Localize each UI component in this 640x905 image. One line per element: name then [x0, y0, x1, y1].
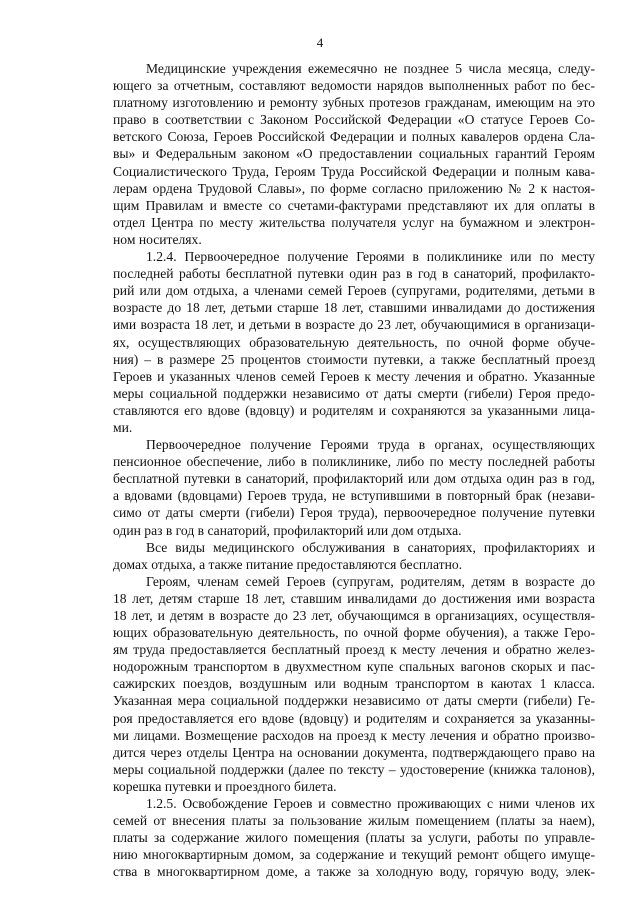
text-line: ветского Союза, Героев Российской Федерации и полных кавалеров ордена Сла- [113, 129, 595, 145]
paragraph [113, 248, 595, 436]
text-line: лерам ордена Трудовой Славы», по форме согласно приложению № 2 к настоя- [113, 180, 595, 196]
text-line: Первоочередное получение Героями труда в органах, осуществляющих [146, 437, 595, 453]
text-line: семей от внесения платы за пользование жилым помещением (платы за наем), [113, 813, 595, 829]
text-line: ющего за отчетным, составляют ведомости нарядов выполненных работ по бес- [113, 78, 595, 94]
text-line: пенсионное обеспечение, либо в поликлинике, либо по месту последней работы [113, 454, 595, 470]
text-line: меры социальной поддержки независимо от даты смерти (гибели) Героя предо- [113, 385, 595, 401]
text-line: вы» и Федеральным законом «О предоставлении социальных гарантий Героям [113, 146, 595, 162]
text-line: ном носителях. [113, 231, 202, 247]
text-line: ими возраста 18 лет, и детьми в возрасте до 23 лет, обучающимися в организаци- [113, 317, 595, 333]
text-line: Героев и указанных членов семей Героев к месту лечения и обратно. Указанные [113, 368, 595, 384]
text-line: щим Правилам и вместе со счетами-фактурами представляют их для оплаты в [113, 197, 595, 213]
text-line: ставляются его вдове (вдовцу) и родителям и сохраняются за указанными лица- [113, 402, 595, 418]
text-line: корешка путевки и проездного билета. [113, 778, 337, 794]
text-line: меры социальной поддержки (далее по тексту – удостоверение (книжка талонов), [113, 761, 595, 777]
text-line: 18 лет, детям старше 18 лет, ставшим инвалидами до достижения ими возраста [113, 590, 595, 606]
text-line: право в соответствии с Законом Российской Федерации «О статусе Героев Со- [113, 112, 595, 128]
text-line: 18 лет, и детям в возрасте до 23 лет, обучающимся в организациях, осуществля- [113, 608, 595, 623]
text-line: нодорожным транспортом в двухместном купе спальных вагонов скорых и пас- [113, 659, 595, 675]
text-line: ния) – в размере 25 процентов стоимости путевки, а также бесплатный проезд [113, 351, 595, 367]
text-line: ям труда предоставляется бесплатный проезд к месту лечения и обратно желез- [113, 642, 595, 658]
paragraph [113, 573, 595, 795]
paragraph [113, 795, 595, 880]
text-line: последней работы бесплатной путевки один раз в год в санаторий, профилакто- [113, 266, 595, 282]
text-line: один раз в год в санаторий, профилакторий или дом отдыха. [113, 522, 462, 538]
text-line: возрасте до 18 лет, детьми старше 18 лет, ставшими инвалидами до достижения [113, 300, 595, 316]
text-line: Социалистического Труда, Героям Труда Российской Федерации и полным кава- [113, 163, 595, 179]
text-line: 1.2.5. Освобождение Героев и совместно проживающих с ними членов их [146, 796, 595, 812]
text-line: Указанная мера социальной поддержки независимо от даты смерти (гибели) Ге- [113, 693, 595, 709]
text-line: отдел Центра по месту жительства получателя услуг на бумажном и электрон- [113, 214, 595, 230]
text-line: нию многоквартирным домом, за содержание и текущий ремонт общего имуще- [113, 847, 595, 863]
text-line: рий или дом отдыха, а членами семей Героев (супругами, родителями, детьми в [113, 283, 595, 299]
text-line: 1.2.4. Первоочередное получение Героями в поликлинике или по месту [146, 249, 595, 265]
text-line: дится через отделы Центра на основании документа, подтверждающего право на [113, 744, 595, 760]
text-line: бесплатной путевки в санаторий, профилакторий или дом отдыха один раз в год, [113, 471, 595, 487]
text-line: а вдовами (вдовцами) Героев труда, не вступившими в повторный брак (незави- [113, 488, 595, 504]
text-line: ми. [113, 419, 133, 435]
paragraph [113, 539, 595, 573]
text-line: Все виды медицинского обслуживания в санаториях, профилакториях и [146, 539, 595, 555]
text-line: платы за содержание жилого помещения (платы за услуги, работы по управле- [113, 830, 595, 846]
text-line: ми лицами. Возмещение расходов на проезд к месту лечения и обратно произво- [113, 727, 595, 743]
page-number: 4 [316, 35, 324, 50]
text-line: роя предоставляется его вдове (вдовцу) и родителям и сохраняется за указанны- [113, 710, 595, 726]
text-line: симо от даты смерти (гибели) Героя труда), первоочередное получение путевки [113, 505, 595, 521]
paragraph [113, 436, 595, 539]
text-line: домах отдыха, а также питание предоставляются бесплатно. [113, 556, 463, 572]
text-line: ющих образовательную деятельность, по очной форме обучения), а также Геро- [113, 625, 595, 641]
document-body [113, 60, 595, 881]
text-line: ства в многоквартирном доме, а также за холодную воду, горячую воду, элек- [113, 864, 595, 880]
text-line: сажирских поездов, воздушным или водным транспортом в каютах 1 класса. [113, 676, 595, 692]
text-line: Героям, членам семей Героев (супругам, родителям, детям в возрасте до [146, 573, 595, 589]
text-line: платному изготовлению и ремонту зубных протезов гражданам, имеющим на это [113, 95, 595, 111]
text-line: Медицинские учреждения ежемесячно не позднее 5 числа месяца, следу- [146, 61, 595, 76]
paragraph [113, 60, 595, 248]
text-line: ях, осуществляющих образовательную деятельность, по очной форме обуче- [113, 334, 595, 350]
